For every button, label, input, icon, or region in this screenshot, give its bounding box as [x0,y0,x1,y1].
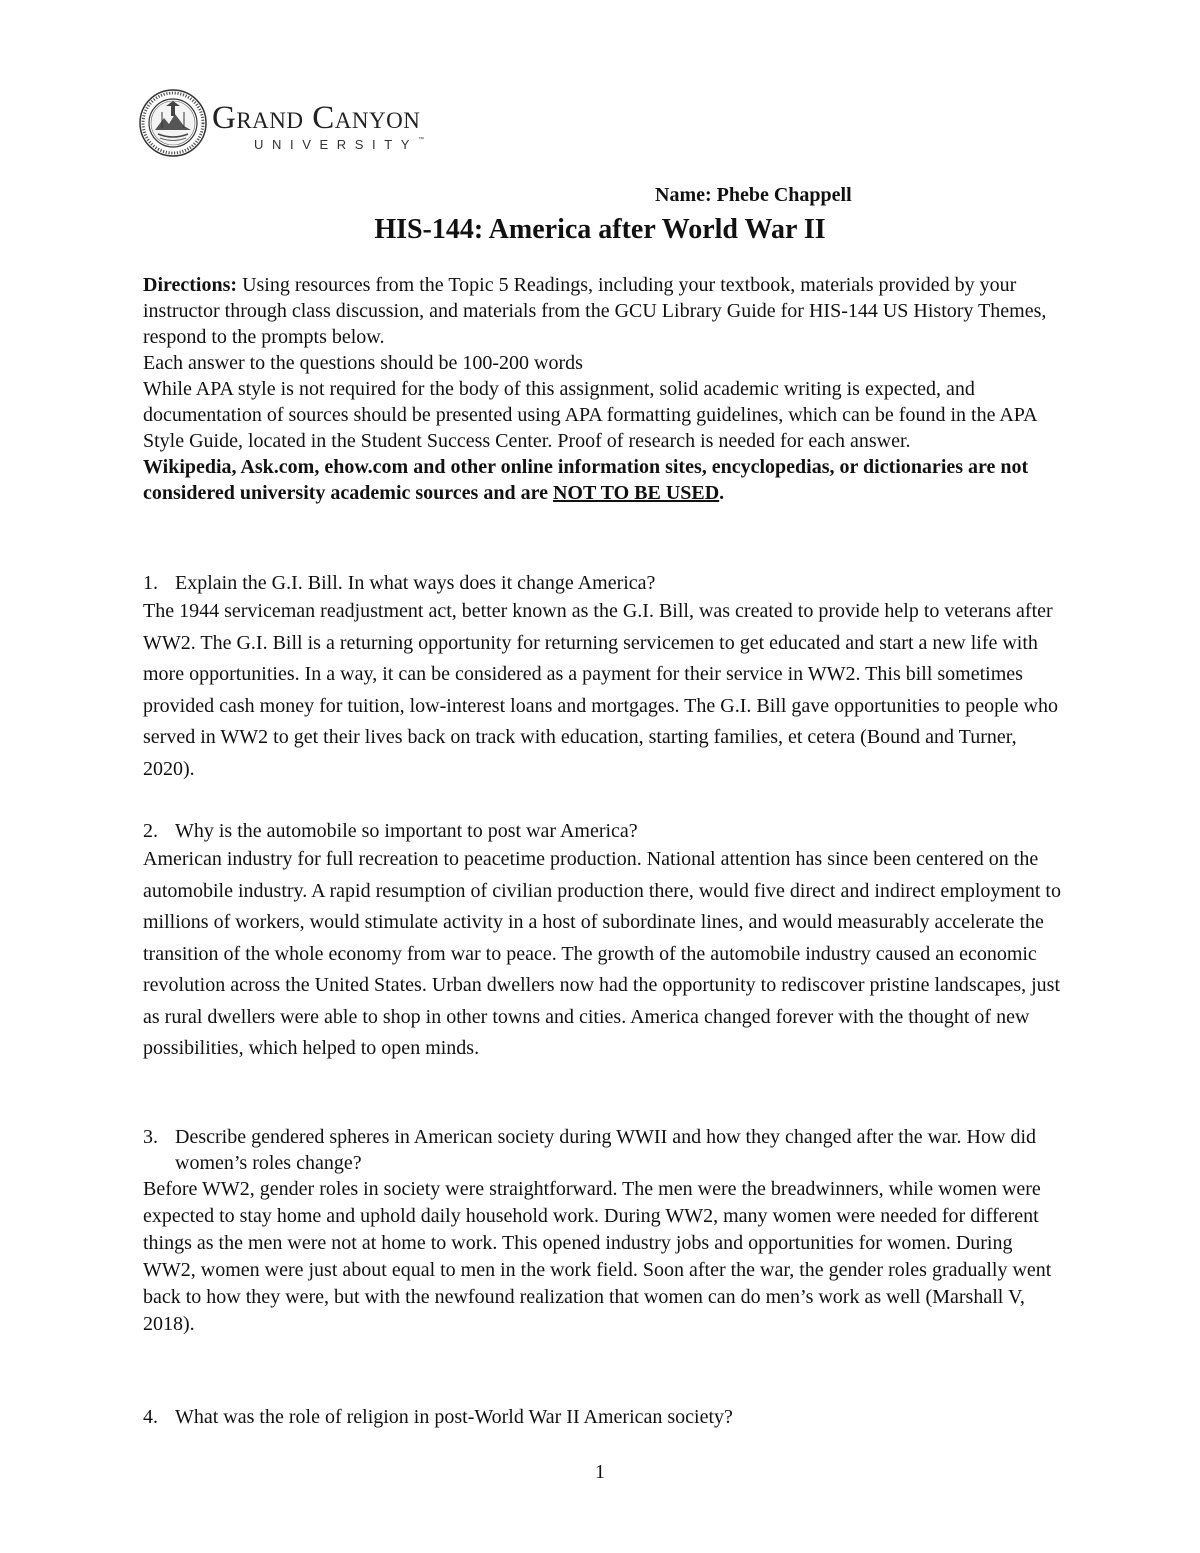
sources-warning-end: . [719,482,725,504]
directions-label: Directions: [143,274,238,296]
answer-3: Before WW2, gender roles in society were straightforward. The men were the breadwinners, while women were expected to stay home and uphold daily household work. During WW2, many women were needed for different things as the men were not at home to work. This opened industry jobs and opportunities for women. During WW2, women were just about equal to men in the work field. Soon after the war, the gender roles gradually went back to how they were, but with the newfound realization that women can do men’s work as well (Marshall V, 2018). [143,1178,1052,1335]
directions-section [143,272,1063,506]
question-4 [143,1404,1063,1430]
question-block-3 [143,1124,1063,1338]
logo-trademark: ™ [418,137,425,143]
directions-text-2: Each answer to the questions should be 100-200 words [143,352,583,374]
question-text: What was the role of religion in post-World War II American society? [175,1406,733,1428]
question-block-4 [143,1404,1063,1430]
student-name: Name: Phebe Chappell [655,184,852,206]
sources-warning-emphasis: NOT TO BE USED [552,482,720,504]
page-number: 1 [595,1461,605,1483]
question-1 [143,570,1063,596]
question-text: Why is the automobile so important to post war America? [175,820,638,842]
answer-1: The 1944 serviceman readjustment act, better known as the G.I. Bill, was created to provide help to veterans after WW2. The G.I. Bill is a returning opportunity for returning servicemen to get educated and start a new life with more opportunities. In a way, it can be considered as a payment for their service in WW2. This bill sometimes provided cash money for tuition, low-interest loans and mortgages. The G.I. Bill gave opportunities to people who served in WW2 to get their lives back on track with education, starting families, et cetera (Bound and Turner, 2020). [143,600,1058,780]
university-seal-icon [138,88,208,158]
directions-paragraph [143,272,1063,350]
logo-line-1: Grand Canyon [212,100,421,136]
question-block-2 [143,818,1063,1065]
directions-text-3: While APA style is not required for the body of this assignment, solid academic writing is expected, and documentation of sources should be presented using APA formatting guidelines, which can be found in the APA Style Guide, located in the Student Success Center. Proof of research is needed for each answer. [143,378,1037,452]
question-3 [143,1124,1063,1176]
question-number: 3. [143,1126,158,1148]
sources-warning-main: Wikipedia, Ask.com, ehow.com and other online information sites, encyclopedias, or dictionaries are not considered university academic sources and are [143,456,1029,504]
question-text: Describe gendered spheres in American society during WWII and how they changed after the war. How did women’s roles change? [175,1126,1036,1174]
directions-text-1: Using resources from the Topic 5 Readings, including your textbook, materials provided by your instructor through class discussion, and materials from the GCU Library Guide for HIS-144 US History Themes, respond to the prompts below. [143,274,1047,348]
question-number: 2. [143,820,158,842]
question-2 [143,818,1063,844]
question-block-1 [143,570,1063,785]
question-number: 4. [143,1406,158,1428]
logo-wordmark [212,102,424,152]
logo-line-2 [254,137,424,152]
page-title: HIS-144: America after World War II [374,214,826,245]
question-text: Explain the G.I. Bill. In what ways does it change America? [175,572,656,594]
answer-2: American industry for full recreation to peacetime production. National attention has since been centered on the automobile industry. A rapid resumption of civilian production there, would five direct and indirect employment to millions of workers, would stimulate activity in a host of subordinate lines, and would measurably accelerate the transition of the whole economy from war to peace. The growth of the automobile industry caused an economic revolution across the United States. Urban dwellers now had the opportunity to rediscover pristine landscapes, just as rural dwellers were able to shop in other towns and cities. America changed forever with the thought of new possibilities, which helped to open minds. [143,848,1061,1059]
logo-line-2-text: UNIVERSITY [254,137,419,152]
question-number: 1. [143,572,158,594]
university-logo [138,88,424,158]
sources-warning [143,454,1063,506]
